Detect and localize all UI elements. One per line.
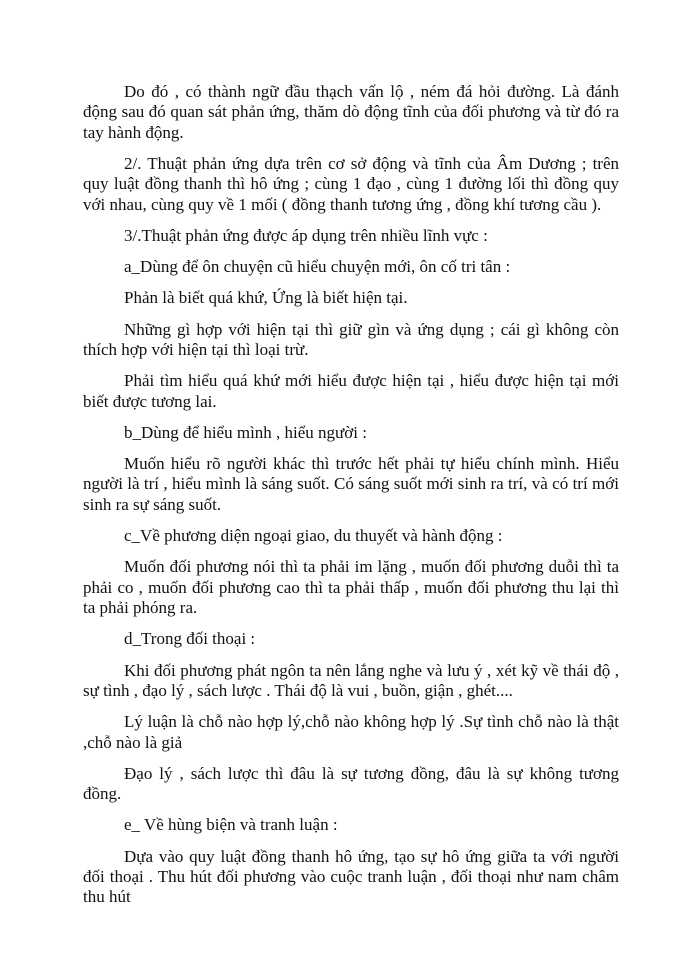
paragraph-c-1: Muốn đối phương nói thì ta phải im lặng , muốn đối phương duỗi thì ta phải co , muốn đối phương cao thì ta phải thấp , muốn đối phương thu lại thì ta phải phóng ra. — [83, 557, 619, 618]
paragraph-section-2: 2/. Thuật phản ứng dựa trên cơ sở động và tĩnh của Âm Dương ; trên quy luật đồng thanh thì hô ứng ; cùng 1 đạo , cùng 1 đường lối thì đồng quy với nhau, cùng quy về 1 mối ( đồng thanh tương ứng , đồng khí tương cầu ). — [83, 154, 619, 214]
paragraph-a-2: Những gì hợp với hiện tại thì giữ gìn và ứng dụng ; cái gì không còn thích hợp với hiện tại thì loại trừ. — [83, 319, 619, 360]
paragraph-d-1: Khi đối phương phát ngôn ta nên lắng nghe và lưu ý , xét kỹ về thái độ , sự tình , đạo lý , sách lược . Thái độ là vui , buồn, giận , ghét.... — [83, 660, 619, 700]
subheading-a: a_Dùng để ôn chuyện cũ hiểu chuyện mới, ôn cố tri tân : — [124, 257, 511, 277]
paragraph-section-3-heading: 3/.Thuật phản ứng được áp dụng trên nhiều lĩnh vực : — [124, 226, 488, 246]
paragraph-d-2: Lý luận là chỗ nào hợp lý,chỗ nào không hợp lý .Sự tình chỗ nào là thật ,chỗ nào là giả — [83, 712, 619, 752]
paragraph-b-1: Muốn hiểu rõ người khác thì trước hết phải tự hiểu chính mình. Hiểu người là trí , hiểu mình là sáng suốt. Có sáng suốt mới sinh ra trí, và có trí mới sinh ra sự sáng suốt. — [83, 454, 619, 514]
subheading-c: c_Về phương diện ngoại giao, du thuyết và hành động : — [124, 526, 503, 546]
paragraph-a-1: Phản là biết quá khứ, Ứng là biết hiện tại. — [124, 288, 408, 308]
paragraph-e-1: Dựa vào quy luật đồng thanh hô ứng, tạo sự hô ứng giữa ta với người đối thoại . Thu hút đối phương vào cuộc tranh luận , đối thoại như nam châm thu hút — [83, 846, 619, 907]
subheading-e: e_ Về hùng biện và tranh luận : — [124, 815, 338, 835]
subheading-d: d_Trong đối thoại : — [124, 629, 256, 649]
paragraph-a-3: Phải tìm hiểu quá khứ mới hiểu được hiện tại , hiểu được hiện tại mới biết được tương lai. — [83, 371, 619, 411]
paragraph-idiom: Do đó , có thành ngữ đầu thạch vấn lộ , ném đá hỏi đường. Là đánh động sau đó quan sát phản ứng, thăm dò động tĩnh của đối phương và từ đó ra tay hành động. — [83, 82, 619, 142]
subheading-b: b_Dùng để hiểu mình , hiểu người : — [124, 422, 367, 442]
paragraph-d-3: Đạo lý , sách lược thì đâu là sự tương đồng, đâu là sự không tương đồng. — [83, 763, 619, 804]
document-page — [83, 82, 619, 919]
